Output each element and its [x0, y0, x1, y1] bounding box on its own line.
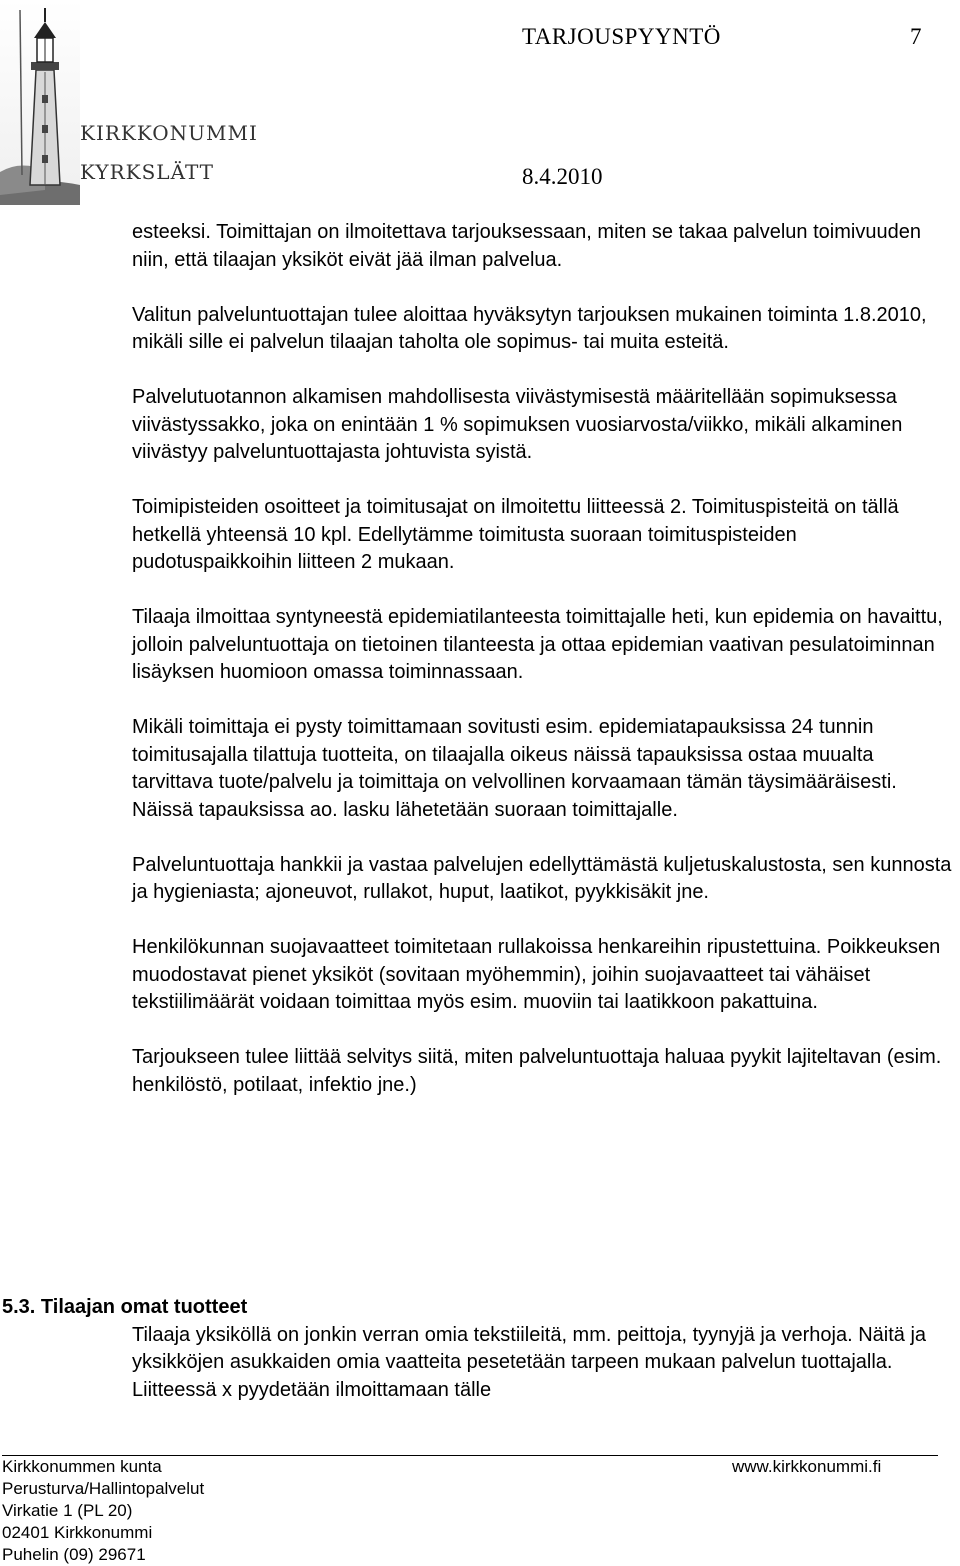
paragraph: Mikäli toimittaja ei pysty toimittamaan sovitusti esim. epidemiatapauksissa 24 tunnin toimitusajalla tilattuja tuotteita, on tilaajalla oikeus näissä tapauksissa ostaa muualta tarvittava tuote/palvelu ja toimittaja on velvollinen korvaamaan tämän täysimääräisesti. Näissä tapauksissa ao. lasku lähetetään suoraan toimittajalle. [132, 716, 897, 821]
paragraph: Tarjoukseen tulee liittää selvitys siitä, miten palveluntuottaja haluaa pyykit lajiteltavan (esim. henkilöstö, potilaat, infektio jne.) [132, 1046, 942, 1096]
paragraph: Toimipisteiden osoitteet ja toimitusajat on ilmoitettu liitteessä 2. Toimituspisteitä on tällä hetkellä yhteensä 10 kpl. Edellytämme toimitusta suoraan toimituspisteiden pudotuspaikkoihin liitteen 2 mukaan. [132, 496, 899, 573]
footer-phone: Puhelin (09) 29671 [2, 1545, 146, 1564]
footer-street: Virkatie 1 (PL 20) [2, 1501, 133, 1520]
footer-website-link[interactable]: www.kirkkonummi.fi [732, 1457, 882, 1476]
paragraph: Tilaaja ilmoittaa syntyneestä epidemiatilanteesta toimittajalle heti, kun epidemia on havaittu, jolloin palveluntuottaja on tietoinen tilanteesta ja ottaa epidemian vaativan pesulatoiminnan lisäyksen huomioon omassa toiminnassaan. [132, 606, 943, 683]
document-body [132, 219, 958, 1127]
section-heading: 5.3. Tilaajan omat tuotteet [2, 1296, 248, 1318]
document-date: 8.4.2010 [522, 164, 603, 189]
footer-postal: 02401 Kirkkonummi [2, 1523, 153, 1542]
paragraph: Palvelutuotannon alkamisen mahdollisesta viivästymisestä määritellään sopimuksessa viivästyssakko, joka on enintään 1 % sopimuksen vuosiarvosta/viikko, mikäli alkaminen viivästyy palveluntuottajasta johtuvista syistä. [132, 386, 903, 463]
footer-dept: Perusturva/Hallintopalvelut [2, 1479, 205, 1498]
section-body: Tilaaja yksiköllä on jonkin verran omia tekstiileitä, mm. peittoja, tyynyjä ja verhoja. Näitä ja yksikköjen asukkaiden omia vaatteita pesetetään tarpeen mukaan palvelun tuottajalla. Liitteessä x pyydetään ilmoittamaan tälle [132, 1323, 927, 1401]
paragraph: Valitun palveluntuottajan tulee aloittaa hyväksytyn tarjouksen mukainen toiminta 1.8.2010, mikäli sille ei palvelun tilaajan taholta ole sopimus- tai muita esteitä. [132, 303, 927, 353]
lighthouse-icon [0, 0, 80, 205]
document-title: TARJOUSPYYNTÖ [522, 24, 721, 49]
section-5-3 [0, 1294, 958, 1404]
logo-text-finnish: KIRKKONUMMI [80, 121, 258, 145]
municipality-logo [0, 0, 258, 205]
logo-text-swedish: KYRKSLÄTT [80, 160, 214, 184]
page-number: 7 [910, 24, 922, 49]
paragraph: esteeksi. Toimittajan on ilmoitettava tarjouksessaan, miten se takaa palvelun toimivuuden niin, että tilaajan yksiköt eivät jää ilman palvelua. [132, 221, 921, 271]
paragraph: Palveluntuottaja hankkii ja vastaa palvelujen edellyttämästä kuljetuskalustosta, sen kunnosta ja hygieniasta; ajoneuvot, rullakot, huput, laatikot, pyykkisäkit jne. [132, 853, 952, 903]
paragraph: Henkilökunnan suojavaatteet toimitetaan rullakoissa henkareihin ripustettuina. Poikkeuksen muodostavat pienet yksiköt (sovitaan myöhemmin), joihin suojavaatteet tai vähäiset tekstiilimäärät voidaan toimittaa myös esim. muoviin tai laatikkoon pakattuina. [132, 936, 941, 1013]
footer-org: Kirkkonummen kunta [2, 1457, 162, 1476]
